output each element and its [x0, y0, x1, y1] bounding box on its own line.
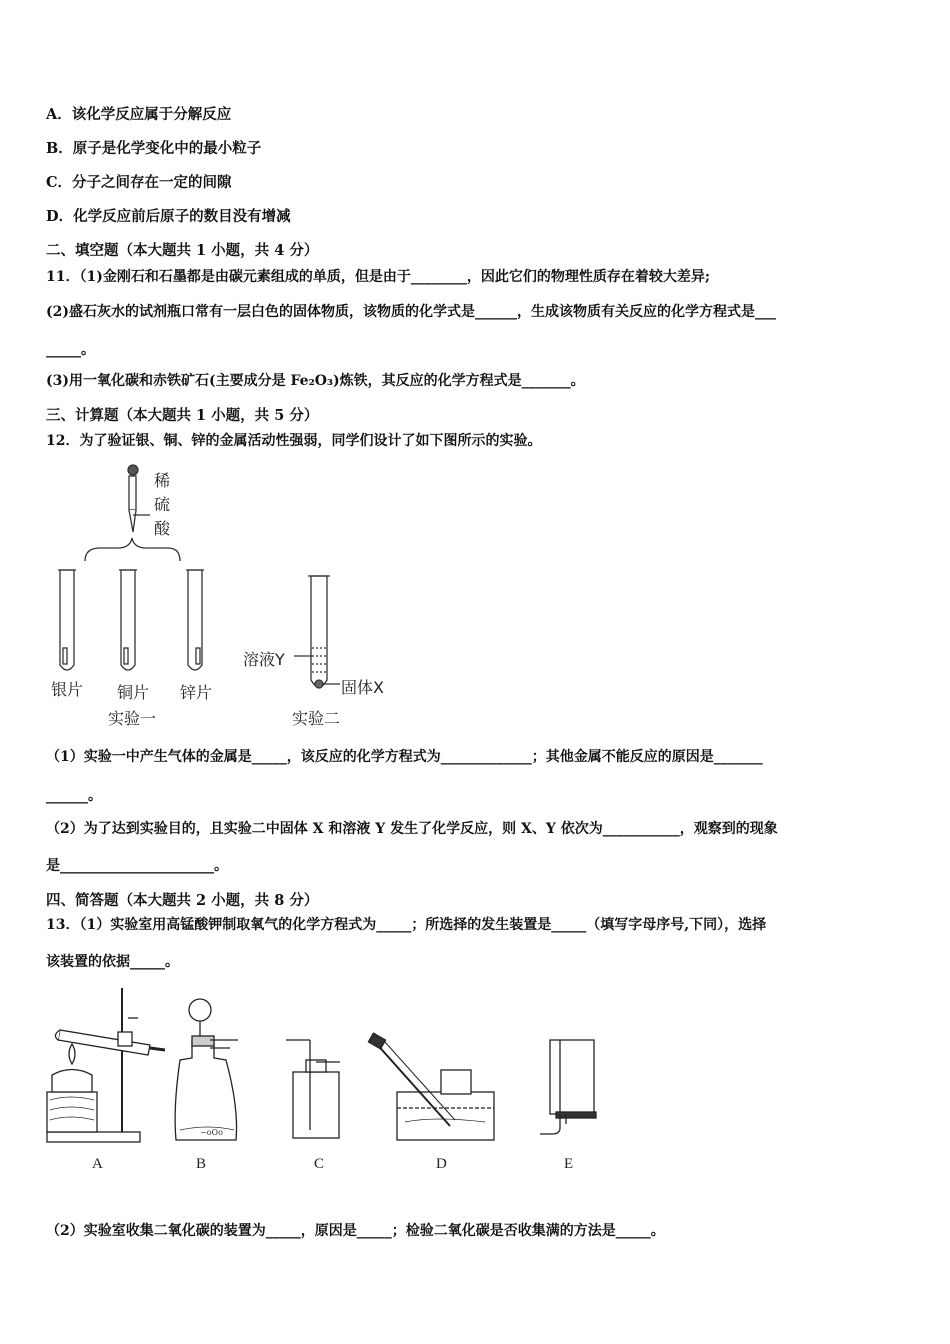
- q11-part1: 11．（1)金刚石和石墨都是由碳元素组成的单质，但是由于________，因此它们的物理性质存在着较大差异;: [46, 269, 711, 285]
- label-silver: 银片: [51, 680, 84, 699]
- apparatus-a: [47, 988, 165, 1142]
- label-exp1: 实验一: [108, 709, 157, 728]
- option-a: A．该化学反应属于分解反应: [46, 106, 232, 123]
- section4-heading: 四、简答题（本大题共 2 小题，共 8 分）: [46, 892, 319, 909]
- option-b: B．原子是化学变化中的最小粒子: [46, 140, 262, 157]
- option-d: D．化学反应前后原子的数目没有增减: [46, 208, 291, 225]
- q12-stem: 12．为了验证银、铜、锌的金属活动性强弱，同学们设计了如下图所示的实验。: [46, 433, 542, 449]
- apparatus-d: [368, 1033, 494, 1140]
- q12-part1-cont: ______。: [46, 788, 102, 804]
- section2-heading: 二、填空题（本大题共 1 小题，共 4 分）: [46, 242, 319, 259]
- q13-part1: 13．（1）实验室用高锰酸钾制取氧气的化学方程式为_____；所选择的发生装置是_____（填写字母序号,下同），选择: [46, 917, 767, 933]
- q12-part2: （2）为了达到实验目的，且实验二中固体 X 和溶液 Y 发生了化学反应，则 X、Y 依次为___________，观察到的现象: [46, 821, 778, 837]
- q13-part1-cont: 该装置的依据_____。: [46, 954, 179, 970]
- apparatus-label-b: B: [196, 1156, 207, 1172]
- apparatus-label-d: D: [436, 1156, 447, 1172]
- section3-heading: 三、计算题（本大题共 1 小题，共 5 分）: [46, 407, 319, 424]
- q11-part2: (2)盛石灰水的试剂瓶口常有一层白色的固体物质，该物质的化学式是______，生成该物质有关反应的化学方程式是___: [46, 304, 776, 320]
- label-acid-1: 稀: [154, 471, 171, 490]
- apparatus-c: [286, 1040, 340, 1138]
- q13-part2: （2）实验室收集二氧化碳的装置为_____，原因是_____；检验二氧化碳是否收集满的方法是_____。: [46, 1223, 665, 1239]
- q12-part2-cont: 是______________________。: [46, 858, 228, 874]
- apparatus-e: [540, 1040, 596, 1134]
- apparatus-label-e: E: [564, 1156, 574, 1172]
- label-solid-x: 固体X: [341, 678, 384, 697]
- apparatus-b: [175, 999, 238, 1140]
- label-acid-3: 酸: [154, 519, 171, 538]
- label-copper: 铜片: [117, 683, 150, 702]
- label-zinc: 锌片: [180, 683, 213, 702]
- label-solution-y: 溶液Y: [243, 650, 285, 669]
- apparatus-label-c: C: [314, 1156, 325, 1172]
- q11-part2-cont: _____。: [46, 342, 95, 358]
- svg-text:~oOo: ~oOo: [200, 1128, 223, 1137]
- apparatus-label-a: A: [92, 1156, 103, 1172]
- option-c: C．分子之间存在一定的间隙: [46, 174, 232, 191]
- q11-part3: (3)用一氧化碳和赤铁矿石(主要成分是 Fe₂O₃)炼铁，其反应的化学方程式是_______。: [46, 373, 585, 389]
- q12-part1: （1）实验一中产生气体的金属是_____，该反应的化学方程式为_____________；其他金属不能反应的原因是_______: [46, 749, 763, 765]
- label-exp2: 实验二: [292, 709, 341, 728]
- label-acid-2: 硫: [154, 495, 171, 514]
